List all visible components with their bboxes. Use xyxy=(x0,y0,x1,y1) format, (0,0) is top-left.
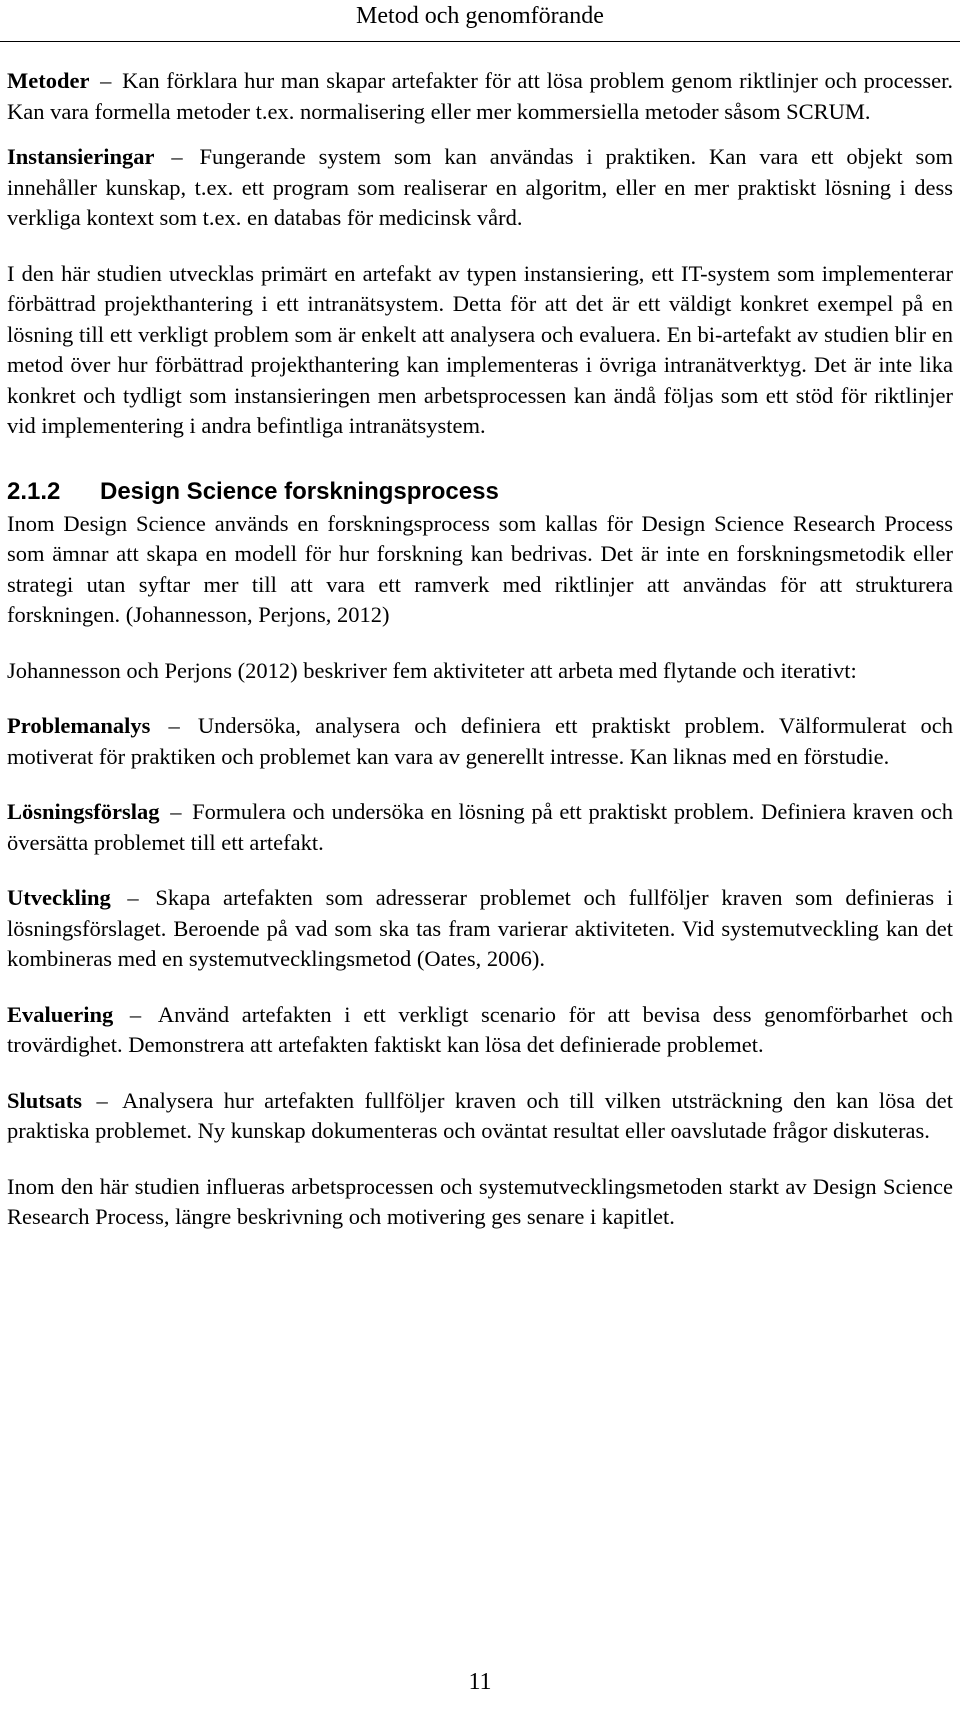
definition-dash: – xyxy=(100,68,112,93)
section-paragraph-2: Johannesson och Perjons (2012) beskriver fem aktiviteter att arbeta med flytande och iterativt: xyxy=(7,657,857,683)
section-heading xyxy=(7,477,953,507)
section-title: Design Science forskningsprocess xyxy=(100,477,499,505)
activity-text: Analysera hur artefakten fullföljer kraven och till vilken utsträckning den kan lösa det praktiska problemet. Ny kunskap dokumenteras och oväntat resultat eller oavslutade frågor diskuteras. xyxy=(7,1087,954,1143)
definition-term: Metoder xyxy=(7,68,90,93)
activity-problemanalys xyxy=(7,711,953,772)
activity-dash: – xyxy=(170,799,182,824)
definition-metoder xyxy=(7,66,953,127)
running-header xyxy=(0,0,960,34)
activity-term: Utveckling xyxy=(7,885,111,910)
activity-dash: – xyxy=(168,713,180,738)
activity-term: Lösningsförslag xyxy=(7,799,160,824)
definition-text: Fungerande system som kan användas i praktiken. Kan vara ett objekt som innehåller kunskap, t.ex. ett program som realiserar en algoritm, eller en mer praktiskt lösning i dess verkliga kontext som t.ex. en databas för medicinsk vård. xyxy=(7,144,953,230)
header-rule xyxy=(0,41,960,42)
definition-instansieringar xyxy=(7,142,953,234)
activity-text: Skapa artefakten som adresserar problemet och fullföljer kraven som definieras i lösningsförslaget. Beroende på vad som ska tas fram varierar aktiviteten. Vid systemutveckling kan det kombineras med en systemutvecklingsmetod (Oates, 2006). xyxy=(7,885,954,971)
page-number: 11 xyxy=(468,1669,492,1695)
section-number: 2.1.2 xyxy=(7,477,61,505)
definition-term: Instansieringar xyxy=(7,144,155,169)
activity-dash: – xyxy=(129,1001,142,1027)
activity-evaluering xyxy=(7,1000,953,1061)
activity-term: Problemanalys xyxy=(7,713,151,738)
closing-paragraph: Inom den här studien influeras arbetsprocessen och systemutvecklingsmetoden starkt av Design Science Research Process, längre beskrivning och motivering ges senare i kapitlet. xyxy=(7,1173,953,1229)
activity-losningsforslag xyxy=(7,797,953,858)
activity-utveckling xyxy=(7,883,953,975)
running-title: Metod och genomförande xyxy=(356,3,604,29)
activity-dash: – xyxy=(127,885,139,910)
page-body xyxy=(7,66,953,1258)
activity-text: Undersöka, analysera och definiera ett praktiskt problem. Välformulerat och motiverat för praktiken och problemet kan vara av generellt intresse. Kan liknas med en förstudie. xyxy=(7,713,953,769)
activity-text: Formulera och undersöka en lösning på ett praktiskt problem. Definiera kraven och översätta problemet till ett artefakt. xyxy=(7,799,953,855)
activity-text: Använd artefakten i ett verkligt scenario för att bevisa dess genomförbarhet och trovärdighet. Demonstrera att artefakten faktiskt kan lösa det definierade problemet. xyxy=(7,1001,954,1057)
intro-paragraph: I den här studien utvecklas primärt en artefakt av typen instansiering, ett IT-system som implementerar förbättrad projekthantering i ett intranätsystem. Detta för att det är ett väldigt konkret exempel på en lösning till ett verkligt problem som är enkelt att analysera och evaluera. En bi-artefakt av studien blir en metod över hur förbättrad projekthantering kan implementeras i övriga intranätverktyg. Det är inte lika konkret och tydligt som instansieringen men arbetsprocessen kan ändå följas som ett stöd för riktlinjer vid implementering i andra befintliga intranätsystem. xyxy=(7,260,953,438)
definition-dash: – xyxy=(171,144,183,169)
activity-dash: – xyxy=(96,1087,108,1113)
activity-slutsats xyxy=(7,1086,953,1147)
activity-term: Slutsats xyxy=(7,1087,83,1113)
activity-term: Evaluering xyxy=(7,1001,114,1027)
definition-text: Kan förklara hur man skapar artefakter för att lösa problem genom riktlinjer och processer. Kan vara formella metoder t.ex. normalisering eller mer kommersiella metoder såsom SCRUM. xyxy=(7,68,954,124)
section-paragraph-1: Inom Design Science används en forskningsprocess som kallas för Design Science Research Process som ämnar att skapa en modell för hur forskning kan bedrivas. Det är inte en forskningsmetodik eller strategi utan syftar mer till att vara ett ramverk med riktlinjer att användas för att strukturera forskningen. (Johannesson, Perjons, 2012) xyxy=(7,510,953,627)
